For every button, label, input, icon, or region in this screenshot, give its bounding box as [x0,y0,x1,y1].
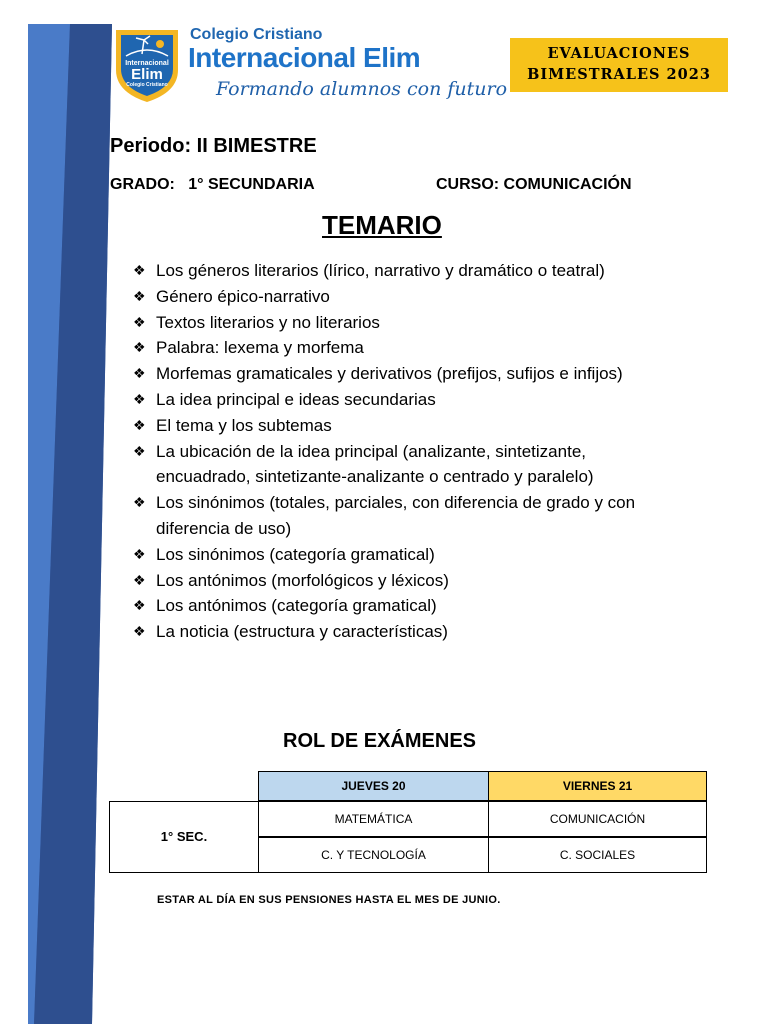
schedule-cell: C. Y TECNOLOGÍA [258,837,489,873]
schedule-cell: C. SOCIALES [488,837,707,873]
period-heading: Periodo: II BIMESTRE [110,135,317,157]
topic-text: La noticia (estructura y características) [156,622,448,642]
topic-item [130,593,670,619]
logo-line-1: Colegio Cristiano [190,26,323,43]
logo-line-2: Internacional Elim [188,42,421,73]
payment-note: ESTAR AL DÍA EN SUS PENSIONES HASTA EL MES DE JUNIO. [157,894,501,906]
topic-text: La ubicación de la idea principal (analizante, sintetizante, encuadrado, sintetizante-analizante o centrado y paralelo) [156,441,594,487]
topic-text: Género épico-narrativo [156,286,330,306]
schedule-header-day-2: VIERNES 21 [488,771,707,801]
topic-item [130,258,670,284]
topic-text: La idea principal e ideas secundarias [156,389,436,409]
schedule-header-day-1: JUEVES 20 [258,771,489,801]
course-label: CURSO: COMUNICACIÓN [436,176,632,193]
decorative-side-stripe [0,0,120,1024]
topic-item [130,335,670,361]
topic-item [130,361,670,387]
badge-line-2: BIMESTRALES 2023 [527,66,711,83]
topic-item [130,542,670,568]
grade-label: GRADO: 1° SECUNDARIA [110,176,315,193]
topic-text: Morfemas gramaticales y derivativos (prefijos, sufijos e infijos) [156,364,623,384]
schedule-cell: COMUNICACIÓN [488,801,707,837]
topic-item [130,439,670,491]
syllabus-title: TEMARIO [322,210,442,240]
shield-bottom-text: Colegio Cristiano [126,82,168,88]
schedule-cell: MATEMÁTICA [258,801,489,837]
exam-schedule-title: ROL DE EXÁMENES [283,730,476,752]
topic-text: Textos literarios y no literarios [156,312,380,332]
badge-line-1: EVALUACIONES [547,45,691,62]
diamond-bullet-icon: ❖ [133,416,146,433]
diamond-bullet-icon: ❖ [133,365,146,382]
diamond-bullet-icon: ❖ [133,262,146,278]
schedule-row-label: 1° SEC. [109,801,259,873]
evaluation-badge [510,38,728,92]
topic-item [130,284,670,310]
diamond-bullet-icon: ❖ [133,442,146,459]
topic-text: Los géneros literarios (lírico, narrativo y dramático o teatral) [156,261,605,280]
diamond-bullet-icon: ❖ [133,623,146,640]
topic-text: Palabra: lexema y morfema [156,338,364,358]
topic-list [130,258,670,645]
shield-top-text: Internacional [125,60,169,67]
topic-item [130,490,670,542]
diamond-bullet-icon: ❖ [133,571,146,588]
diamond-bullet-icon: ❖ [133,390,146,407]
topic-text: Los sinónimos (categoría gramatical) [156,544,435,564]
topic-item [130,387,670,413]
shield-main-text: Elim [131,66,163,83]
topic-item [130,310,670,336]
diamond-bullet-icon: ❖ [133,494,146,511]
topic-text: Los sinónimos (totales, parciales, con diferencia de grado y con diferencia de uso) [156,493,636,538]
topic-item [130,568,670,594]
diamond-bullet-icon: ❖ [133,313,146,330]
diamond-bullet-icon: ❖ [133,545,146,562]
diamond-bullet-icon: ❖ [133,339,146,356]
school-logo [112,26,508,108]
topic-text: El tema y los subtemas [156,415,332,435]
topic-text: Los antónimos (morfológicos y léxicos) [156,570,449,590]
shield-icon [112,26,182,104]
diamond-bullet-icon: ❖ [133,597,146,614]
topic-text: Los antónimos (categoría gramatical) [156,596,437,616]
topic-item [130,413,670,439]
topic-item [130,619,670,645]
logo-tagline: Formando alumnos con futuro [216,78,508,100]
diamond-bullet-icon: ❖ [133,287,146,304]
